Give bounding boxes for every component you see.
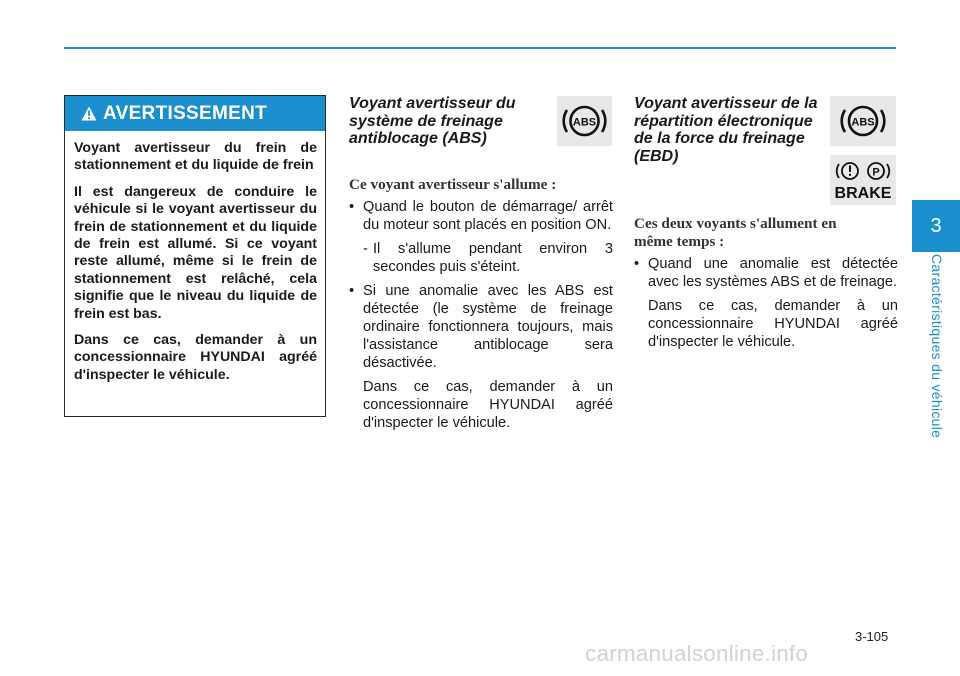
page-number: 3-105 <box>855 629 889 644</box>
brake-warning-icon <box>830 155 896 205</box>
watermark: carmanualsonline.info <box>585 641 809 666</box>
svg-text:P: P <box>872 166 880 179</box>
ebd-section-title: Voyant avertisseur de la répartition électronique de la force du freinage (EBD) <box>634 95 818 165</box>
abs-bullet-1: • Quand le bouton de démarrage/ arrêt du moteur sont placés en position ON. <box>349 198 613 234</box>
abs-section <box>349 95 613 438</box>
warning-header <box>65 96 325 131</box>
ebd-abs-icon-label: ABS <box>851 116 875 129</box>
ebd-abs-icon <box>830 96 896 146</box>
ebd-section-subtitle: Ces deux voyants s'allument en même temps : <box>634 215 837 250</box>
brake-icon-label: BRAKE <box>834 185 892 202</box>
abs-bullet-2: • Si une anomalie avec les ABS est détectée (le système de freinage ordinaire fonctionnera toujours, mais l'assistance antiblocage sera désactivée. <box>349 282 613 372</box>
abs-follow-text: Dans ce cas, demander à un concessionnaire HYUNDAI agréé d'inspecter le véhicule. <box>363 378 613 431</box>
top-rule <box>64 47 896 49</box>
warning-body <box>65 131 325 384</box>
warning-title: AVERTISSEMENT <box>103 102 268 124</box>
warning-triangle-icon <box>81 106 97 121</box>
abs-section-subtitle: Ce voyant avertisseur s'allume : <box>349 175 557 193</box>
abs-warning-icon <box>557 96 612 146</box>
abs-icon-label: ABS <box>572 116 597 129</box>
warning-paragraph-3: Dans ce cas, demander à un concessionnaire HYUNDAI agréé d'inspecter le véhicule. <box>74 332 317 383</box>
ebd-follow-text: Dans ce cas, demander à un concessionnaire HYUNDAI agréé d'inspecter le véhicule. <box>648 298 898 350</box>
warning-box <box>64 95 326 417</box>
chapter-title: Caractéristiques du véhicule <box>929 254 945 439</box>
abs-section-title: Voyant avertisseur du système de freinage antiblocage (ABS) <box>349 95 516 147</box>
warning-paragraph-2: Il est dangereux de conduire le véhicule si le voyant avertisseur du frein de stationnement et du liquide de frein est allumé. Si ce voyant reste allumé, même si le frein de stationnement est relâché, cela signifie que le niveau du liquide de frein est bas. <box>74 183 317 322</box>
ebd-bullet-1: • Quand une anomalie est détectée avec les systèmes ABS et de freinage. <box>634 255 898 291</box>
abs-sub-item-1: - Il s'allume pendant environ 3 secondes puis s'éteint. <box>349 240 613 276</box>
warning-paragraph-1: Voyant avertisseur du frein de stationnement et du liquide de frein <box>74 140 317 174</box>
chapter-number-tab: 3 <box>912 200 960 252</box>
